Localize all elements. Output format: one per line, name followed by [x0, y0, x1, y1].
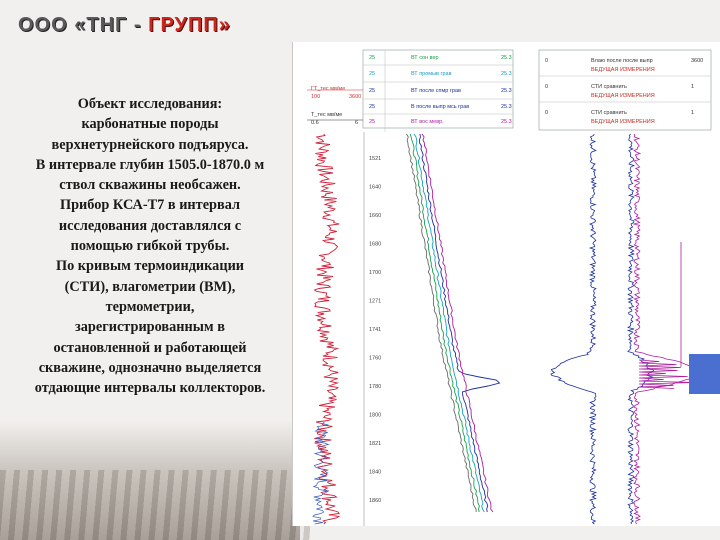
header-row-left: 25 [369, 88, 376, 94]
gr-range-min: 100 [311, 94, 321, 100]
header-row-right: 25.3 [501, 71, 512, 77]
description-line: Объект исследования: [77, 96, 223, 112]
description-line: Прибор КСА-Т7 в интервал [59, 197, 241, 214]
depth-label: 1800 [369, 412, 382, 419]
gr2-label: Т_тес мв/ме [311, 112, 343, 118]
header-row-left: 25 [369, 104, 376, 110]
depth-label: 1760 [369, 355, 382, 362]
header-row-label: ВТ после спмр грав [411, 88, 461, 94]
interval-marker [689, 354, 720, 394]
depth-axis [369, 156, 381, 504]
right-row-right: 3600 [691, 58, 704, 64]
header-row-label: ВТ промыв грав [411, 71, 452, 77]
description-line: карбонатные породы [81, 116, 219, 133]
header-row-right: 25.3 [501, 119, 512, 125]
moisture-curve [551, 134, 596, 524]
right-row-left: 0 [545, 110, 549, 116]
thermometry-curve [422, 134, 493, 512]
header-row-label: В после выпр мсь грав [411, 104, 470, 110]
well-log-chart [293, 42, 720, 526]
description-line: термометрии, [105, 298, 195, 315]
description-line: По кривым термоиндикации [55, 258, 245, 275]
logo-part-1: ООО «ТНГ - [18, 14, 142, 36]
right-row-label: СТИ сравнить [591, 110, 627, 116]
right-row-left: 0 [545, 84, 549, 90]
description-line: верхнетурнейского подъяруса. [51, 136, 249, 153]
thermometry-curve [410, 134, 479, 512]
depth-label: 1640 [369, 184, 382, 191]
depth-label: 1821 [369, 441, 382, 447]
description-line: отдающие интервалы коллекторов. [34, 380, 266, 397]
right-row-label: Влаю после после выпр [591, 58, 653, 64]
right-row-label: СТИ сравнить [591, 84, 627, 90]
gr-range-max: 3600 [349, 94, 362, 100]
description-line: остановленной и работающей [53, 339, 247, 356]
gr2-range-min: 0.6 [311, 120, 319, 126]
logo-part-2: ГРУПП» [148, 14, 231, 36]
header-row-right: 25.3 [501, 88, 512, 94]
right-row-right: 1 [691, 110, 695, 116]
depth-label: 1780 [369, 384, 382, 390]
header-row-label: ВТ вос мевр. [411, 119, 444, 125]
description-line: исследования доставлялся с [58, 217, 242, 234]
right-row-label: ВЕДУЩАЯ ИЗМЕРЕНИЯ [591, 119, 655, 125]
header-row-left: 25 [369, 119, 376, 125]
depth-label: 1741 [369, 327, 382, 333]
depth-label: 1521 [369, 156, 382, 162]
right-row-label: ВЕДУЩАЯ ИЗМЕРЕНИЯ [591, 93, 655, 99]
thermometry-curve [420, 134, 500, 512]
right-row-label: ВЕДУЩАЯ ИЗМЕРЕНИЯ [591, 67, 655, 73]
thermometry-curve [414, 134, 484, 512]
sti-curve-2 [634, 134, 699, 524]
depth-label: 1680 [369, 241, 382, 248]
depth-label: 1660 [369, 213, 382, 219]
description-text [2, 94, 298, 398]
header-row-right: 25.3 [501, 104, 512, 110]
company-logo [18, 14, 231, 37]
depth-label: 1860 [369, 498, 382, 504]
right-row-right: 1 [691, 84, 695, 90]
header-row-left: 25 [369, 55, 376, 61]
sti-curve-1 [628, 134, 654, 524]
header-row-label: ВТ сон вер [411, 55, 439, 61]
depth-label: 1700 [369, 270, 382, 276]
description-line: В интервале глубин 1505.0-1870.0 м [35, 156, 265, 173]
log-header [307, 50, 711, 130]
gr-label: ГТ_тес мв/ме [311, 86, 346, 92]
description-line: ствол скважины необсажен. [59, 177, 241, 194]
gamma-ray-curve [314, 134, 339, 524]
header-row-right: 25.3 [501, 55, 512, 61]
depth-label: 1271 [369, 298, 382, 305]
background-photo-texture [0, 470, 310, 540]
gr2-range-max: 6 [355, 120, 359, 126]
description-line: (СТИ), влагометрии (ВМ), [64, 278, 236, 295]
description-line: помощью гибкой трубы. [70, 238, 230, 255]
description-line: зарегистрированным в [75, 319, 225, 336]
depth-label: 1840 [369, 469, 382, 476]
well-log-panel [292, 42, 720, 526]
header-row-left: 25 [369, 71, 376, 77]
description-line: скважине, однозначно выделяется [38, 359, 262, 376]
right-row-left: 0 [545, 58, 549, 64]
